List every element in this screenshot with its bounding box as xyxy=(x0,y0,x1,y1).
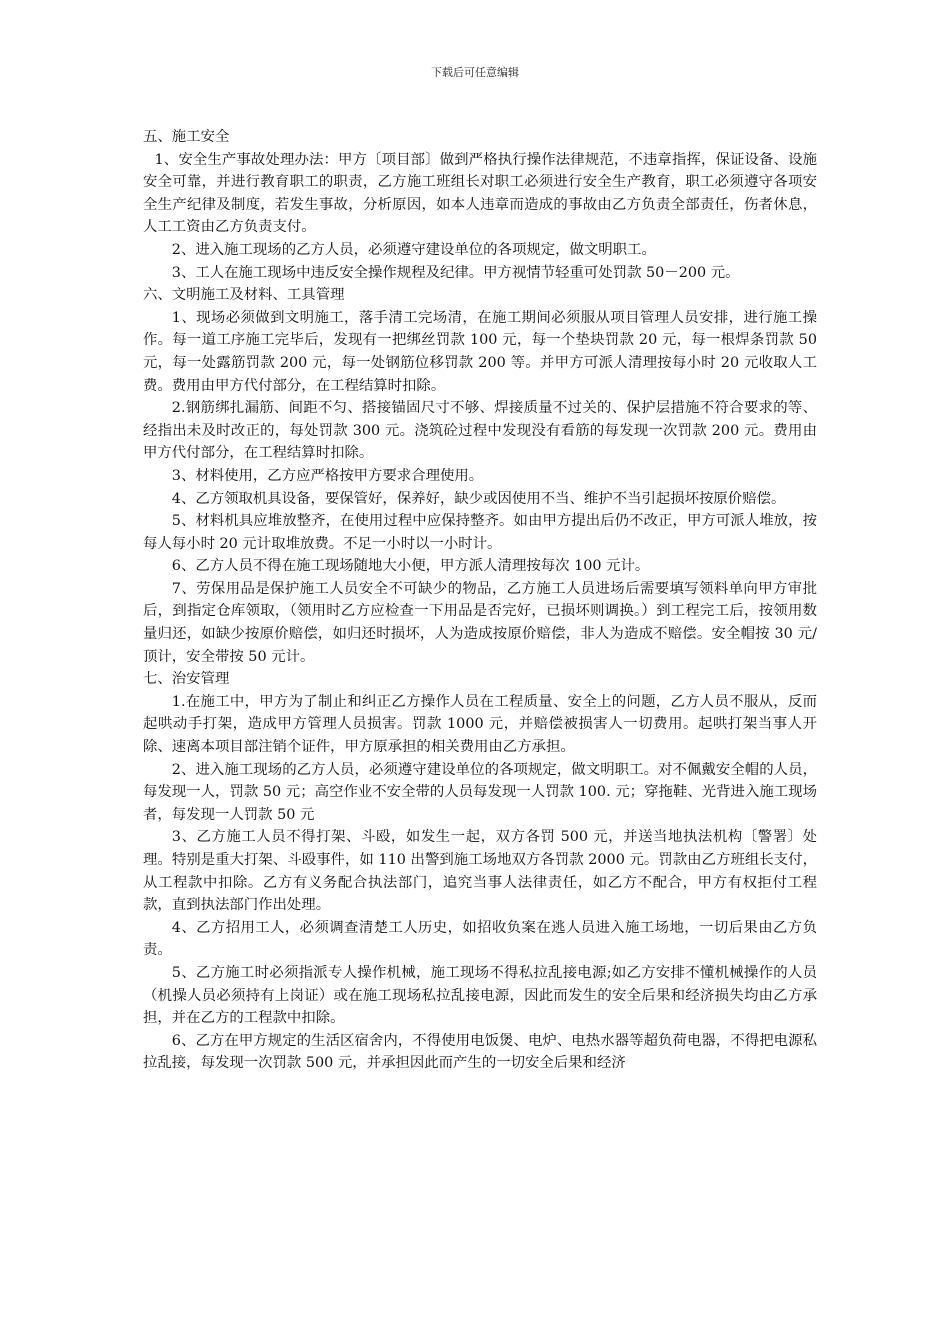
paragraph: 3、乙方施工人员不得打架、斗殴，如发生一起，双方各罚 500 元，并送当地执法机构〔警署〕处理。特别是重大打架、斗殴事件，如 110 出警到施工场地双方各罚款 2000 元。罚款由乙方班组长支付，从工程款中扣除。乙方有义务配合执法部门，追究当事人法律责任，如乙方不配合，甲方有权拒付工程款，直到执法部门作出处理。 xyxy=(143,829,817,914)
page-header: 下载后可任意编辑 xyxy=(431,66,519,79)
paragraph: 1、安全生产事故处理办法：甲方〔项目部〕做到严格执行操作法律规范，不违章指挥，保证设备、设施安全可靠，并进行教育职工的职责，乙方施工班组长对职工必须进行安全生产教育，职工必须遵守各项安全生产纪律及制度，若发生事故，分析原因，如本人违章而造成的事故由乙方负责全部责任，伤者休息，人工工资由乙方负责支付。 xyxy=(143,151,817,236)
paragraph: 5、乙方施工时必须指派专人操作机械，施工现场不得私拉乱接电源;如乙方安排不懂机械操作的人员（机操人员必须持有上岗证）或在施工现场私拉乱接电源，因此而发生的安全后果和经济损失均由乙方承担，并在乙方的工程款中扣除。 xyxy=(143,964,817,1027)
paragraph: 7、劳保用品是保护施工人员安全不可缺少的物品，乙方施工人员进场后需要填写领料单向甲方审批后，到指定仓库领取，（领用时乙方应检查一下用品是否完好，已损坏则调换。）到工程完工后，按领用数量归还，如缺少按原价赔偿，如归还时损坏，人为造成按原价赔偿，非人为造成不赔偿。安全帽按 30 元/顶计，安全带按 50 元计。 xyxy=(143,580,817,665)
paragraph: 6、乙方在甲方规定的生活区宿舍内，不得使用电饭煲、电炉、电热水器等超负荷电器，不得把电源私拉乱接，每发现一次罚款 500 元，并承担因此而产生的一切安全后果和经济 xyxy=(143,1032,817,1072)
paragraph: 1.在施工中，甲方为了制止和纠正乙方操作人员在工程质量、安全上的问题，乙方人员不服从，反而起哄动手打架，造成甲方管理人员损害。罚款 1000 元，并赔偿被损害人一切费用。起哄打架当事人开除、速离本项目部注销个证件，甲方原承担的相关费用由乙方承担。 xyxy=(143,693,817,756)
paragraph: 3、材料使用，乙方应严格按甲方要求合理使用。 xyxy=(171,467,484,484)
paragraph: 6、乙方人员不得在施工现场随地大小便，甲方派人清理按每次 100 元计。 xyxy=(171,558,650,575)
paragraph: 2、进入施工现场的乙方人员，必须遵守建设单位的各项规定，做文明职工。对不佩戴安全帽的人员，每发现一人，罚款 50 元；高空作业不安全带的人员每发现一人罚款 100. 元；穿拖鞋、光背进入施工现场者，每发现一人罚款 50 元 xyxy=(143,761,817,823)
paragraph: 1、现场必须做到文明施工，落手清工完场清，在施工期间必须服从项目管理人员安排，进行施工操作。每一道工序施工完毕后，发现有一把绑丝罚款 100 元，每一个垫块罚款 20 元，每一根焊条罚款 50 元，每一处露筋罚款 200 元，每一处钢筋位移罚款 200 等。并甲方可派人清理按每小时 20 元收取人工费。费用由甲方代付部分，在工程结算时扣除。 xyxy=(143,309,817,394)
paragraph: 2.钢筋绑扎漏筋、间距不匀、搭接锚固尺寸不够、焊接质量不过关的、保护层措施不符合要求的等、经指出未及时改正的，每处罚款 300 元。浇筑砼过程中发现没有看筋的每发现一次罚款 200 元。费用由甲方代付部分，在工程结算时扣除。 xyxy=(143,400,817,462)
section-title: 五、施工安全 xyxy=(143,129,230,145)
paragraph: 4、乙方领取机具设备，要保管好，保养好，缺少或因使用不当、维护不当引起损坏按原价赔偿。 xyxy=(171,490,786,507)
paragraph: 3、工人在施工现场中违反安全操作规程及纪律。甲方视情节轻重可处罚款 50－200 元。 xyxy=(171,264,740,281)
document-body xyxy=(143,126,817,1075)
paragraph: 5、材料机具应堆放整齐，在使用过程中应保持整齐。如由甲方提出后仍不改正，甲方可派人堆放，按每人每小时 20 元计取堆放费。不足一小时以一小时计。 xyxy=(143,513,817,552)
paragraph: 4、乙方招用工人，必须调查清楚工人历史，如招收负案在逃人员进入施工场地，一切后果由乙方负责。 xyxy=(143,919,817,959)
section-title: 六、文明施工及材料、工具管理 xyxy=(143,287,345,304)
section-title: 七、治安管理 xyxy=(143,671,230,688)
paragraph: 2、进入施工现场的乙方人员，必须遵守建设单位的各项规定，做文明职工。 xyxy=(171,241,656,258)
